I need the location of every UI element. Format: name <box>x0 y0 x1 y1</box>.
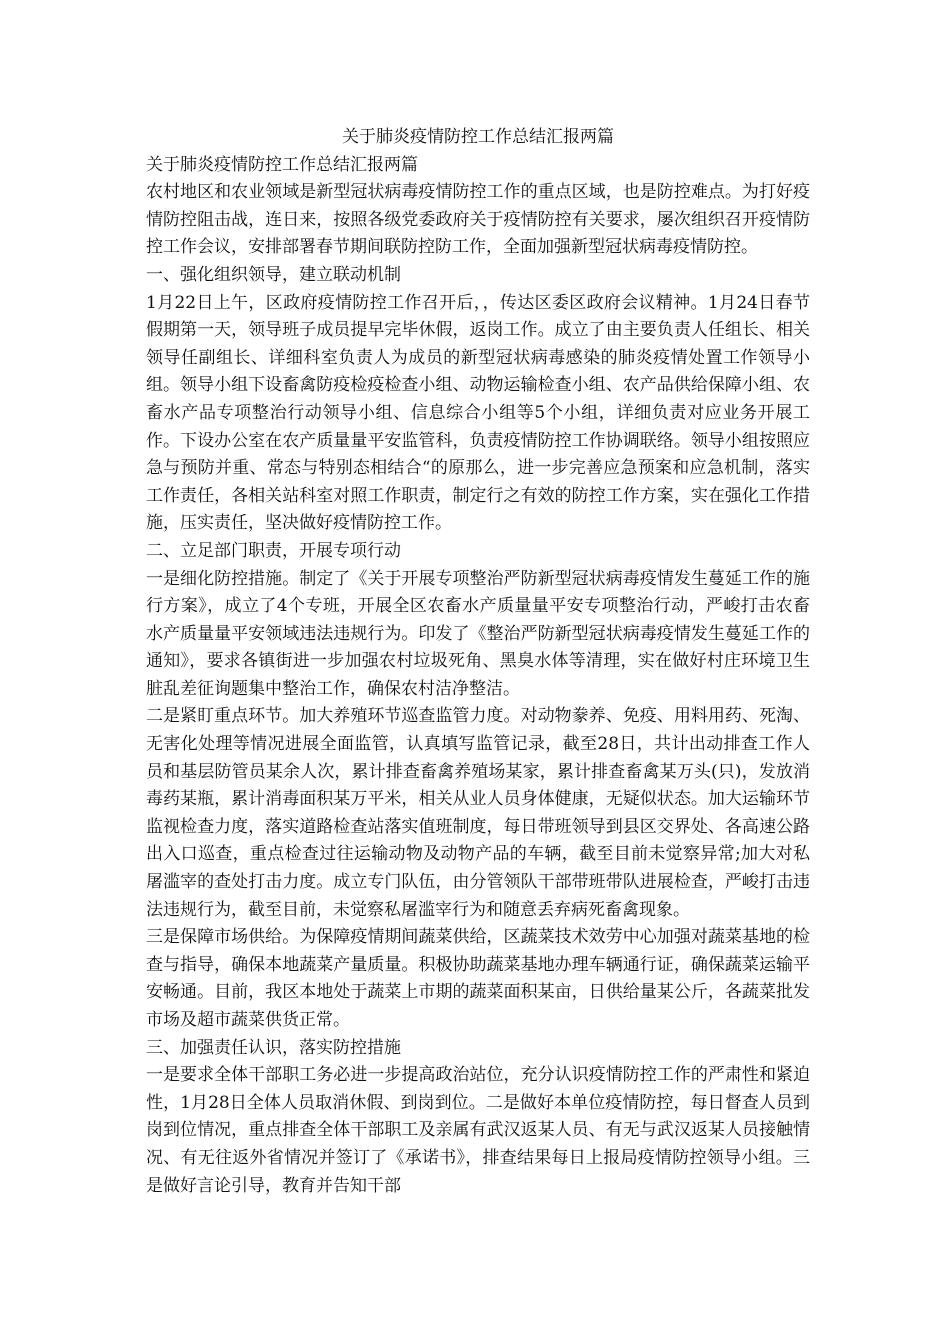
section-1-paragraph: 1月22日上午，区政府疫情防控工作召开后，，传达区委区政府会议精神。1月24日春节假期第一天，领导班子成员提早完毕休假，返岗工作。成立了由主要负责人任组长、相关领导任副组长、详细科室负责人为成员的新型冠状病毒感染的肺炎疫情处置工作领导小组。领导小组下设畜禽防疫检疫检查小组、动物运输检查小组、农产品供给保障小组、农畜水产品专项整治行动领导小组、信息综合小组等5个小组，详细负责对应业务开展工作。下设办公室在农产质量量平安监管科，负责疫情防控工作协调联络。领导小组按照应急与预防并重、常态与特别态相结合“的原那么，进一步完善应急预案和应急机制，落实工作责任，各相关站科室对照工作职责，制定行之有效的防控工作方案，实在强化工作措施，压实责任，坚决做好疫情防控工作。 <box>146 292 810 534</box>
section-1-heading: 一、强化组织领导，建立联动机制 <box>146 264 401 285</box>
section-3-paragraph: 一是要求全体干部职工务必进一步提高政治站位，充分认识疫情防控工作的严肃性和紧迫性，1月28日全体人员取消休假、到岗到位。二是做好本单位疫情防控，每日督查人员到岗到位情况，重点排查全体干部职工及亲属有武汉返某人员、有无与武汉返某人员接触情况、有无往返外省情况并签订了《承诺书》，排查结果每日上报局疫情防控领导小组。三是做好言论引导，教育并告知干部 <box>146 1065 810 1196</box>
section-2-heading: 二、立足部门职责，开展专项行动 <box>146 540 401 561</box>
section-3-heading: 三、加强责任认识，落实防控措施 <box>146 1037 401 1058</box>
section-2-paragraph-3: 三是保障市场供给。为保障疫情期间蔬菜供给，区蔬菜技术效劳中心加强对蔬菜基地的检查与指导，确保本地蔬菜产量质量。积极协助蔬菜基地办理车辆通行证，确保蔬菜运输平安畅通。目前，我区本地处于蔬菜上市期的蔬菜面积某亩，日供给量某公斤，各蔬菜批发市场及超市蔬菜供货正常。 <box>146 927 810 1030</box>
intro-paragraph: 农村地区和农业领域是新型冠状病毒疫情防控工作的重点区域，也是防控难点。为打好疫情防控阻击战，连日来，按照各级党委政府关于疫情防控有关要求，屡次组织召开疫情防控工作会议，安排部署春节期间联防控防工作，全面加强新型冠状病毒疫情防控。 <box>146 182 810 258</box>
section-2-paragraph-2: 二是紧盯重点环节。加大养殖环节巡查监管力度。对动物豢养、免疫、用料用药、死淘、无害化处理等情况进展全面监管，认真填写监管记录，截至28日，共计出动排查工作人员和基层防管员某余人次，累计排查畜禽养殖场某家，累计排查畜禽某万头(只)，发放消毒药某瓶，累计消毒面积某万平米，相关从业人员身体健康，无疑似状态。加大运输环节监视检查力度，落实道路检查站落实值班制度，每日带班领导到县区交界处、各高速公路出入口巡查，重点检查过往运输动物及动物产品的车辆，截至目前未觉察异常;加大对私屠滥宰的查处打击力度。成立专门队伍，由分管领队干部带班带队进展检查，严峻打击违法违规行为，截至目前，未觉察私屠滥宰行为和随意丢弃病死畜禽现象。 <box>146 706 810 920</box>
section-2-paragraph-1: 一是细化防控措施。制定了《关于开展专项整治严防新型冠状病毒疫情发生蔓延工作的施行方案》，成立了4个专班，开展全区农畜水产质量量平安专项整治行动，严峻打击农畜水产质量量平安领域违法违规行为。印发了《整治严防新型冠状病毒疫情发生蔓延工作的通知》，要求各镇街进一步加强农村垃圾死角、黑臭水体等清理，实在做好村庄环境卫生脏乱差征询题集中整治工作，确保农村洁净整洁。 <box>146 568 810 699</box>
document-title: 关于肺炎疫情防控工作总结汇报两篇 <box>342 127 614 147</box>
document-subtitle: 关于肺炎疫情防控工作总结汇报两篇 <box>146 154 418 175</box>
document-body <box>146 124 810 1200</box>
